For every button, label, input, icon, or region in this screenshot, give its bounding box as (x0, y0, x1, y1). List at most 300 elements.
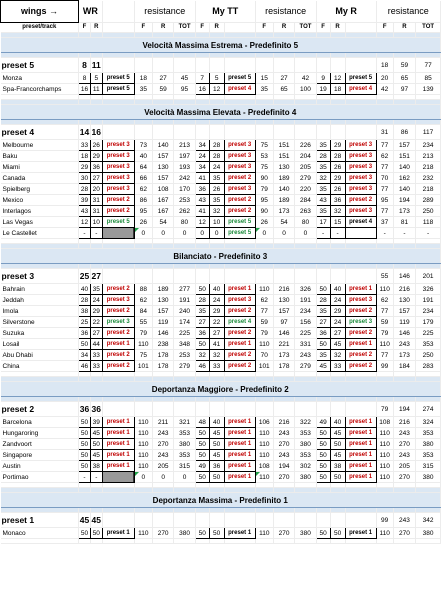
res1-f-header[interactable]: F (134, 23, 152, 33)
wr-rear-wing[interactable]: 22 (90, 317, 102, 328)
mr-front-wing[interactable]: 50 (316, 428, 330, 439)
r1-res-tot[interactable]: 321 (174, 417, 195, 428)
r1-res-r[interactable]: 59 (152, 84, 173, 95)
empty-cell[interactable] (102, 58, 134, 73)
wr-r-header[interactable]: R (90, 23, 102, 33)
tt-rear-wing[interactable]: 32 (209, 350, 224, 361)
tt-rear-wing[interactable]: 28 (209, 151, 224, 162)
mr-rear-wing[interactable]: 12 (330, 73, 345, 84)
empty-cell[interactable] (273, 125, 294, 140)
r2-res-tot[interactable]: 0 (295, 228, 316, 239)
mr-rear-wing[interactable]: 26 (330, 162, 345, 173)
preset-res-r[interactable]: 146 (393, 269, 415, 284)
empty-cell[interactable] (330, 125, 345, 140)
r1-res-tot[interactable]: 80 (174, 217, 195, 228)
empty-cell[interactable] (224, 539, 255, 544)
r3-res-tot[interactable]: 289 (416, 195, 441, 206)
mr-preset[interactable]: preset 3 (345, 317, 376, 328)
r3-res-f[interactable]: 110 (376, 439, 393, 450)
r1-res-r[interactable]: 146 (152, 328, 173, 339)
r2-res-f[interactable]: 106 (255, 417, 273, 428)
r3-res-r[interactable]: 157 (393, 140, 415, 151)
wr-rear-wing[interactable]: 31 (90, 206, 102, 217)
wr-preset[interactable]: preset 3 (102, 173, 134, 184)
mr-front-wing[interactable]: 35 (316, 140, 330, 151)
wr-preset-overflow[interactable] (102, 228, 134, 239)
mr-preset[interactable]: preset 2 (345, 306, 376, 317)
tt-rear-wing[interactable]: 40 (209, 417, 224, 428)
mr-front-wing[interactable]: 50 (316, 284, 330, 295)
mr-rear-wing[interactable]: 50 (330, 472, 345, 483)
wr-preset[interactable]: preset 5 (102, 217, 134, 228)
r3-res-tot[interactable]: 380 (416, 528, 441, 539)
track-column-header[interactable]: preset/track (1, 23, 79, 33)
r1-res-r[interactable]: 108 (152, 184, 173, 195)
track-name[interactable]: Austin (1, 461, 79, 472)
mr-preset[interactable]: preset 3 (345, 295, 376, 306)
empty-cell[interactable] (255, 269, 273, 284)
r1-res-r[interactable]: 130 (152, 162, 173, 173)
r2-res-r[interactable]: 27 (273, 73, 294, 84)
r3-res-f[interactable]: 110 (376, 461, 393, 472)
r3-res-tot[interactable]: 250 (416, 206, 441, 217)
r3-res-tot[interactable]: 85 (416, 73, 441, 84)
tt-front-wing[interactable]: 50 (195, 428, 209, 439)
wr-preset[interactable]: preset 1 (102, 417, 134, 428)
r3-res-tot[interactable]: 250 (416, 350, 441, 361)
r1-res-tot[interactable]: 45 (174, 73, 195, 84)
r2-res-f[interactable]: 110 (255, 450, 273, 461)
wr-rear-wing[interactable]: 50 (90, 528, 102, 539)
r1-res-tot[interactable]: 225 (174, 328, 195, 339)
wr-front-wing[interactable]: 18 (79, 151, 91, 162)
empty-cell[interactable] (255, 125, 273, 140)
r1-res-tot[interactable]: 193 (174, 162, 195, 173)
mr-rear-wing[interactable]: 18 (330, 84, 345, 95)
wr-preset[interactable]: preset 2 (102, 195, 134, 206)
preset-res-r[interactable]: 194 (393, 402, 415, 417)
r3-res-f[interactable]: 110 (376, 472, 393, 483)
mr-rear-wing[interactable]: 45 (330, 428, 345, 439)
r2-res-tot[interactable]: 331 (295, 339, 316, 350)
r2-res-r[interactable]: 270 (273, 439, 294, 450)
track-name[interactable]: Hungaroring (1, 428, 79, 439)
tt-rear-wing[interactable]: 45 (209, 428, 224, 439)
wr-front-wing[interactable]: - (79, 472, 91, 483)
wr-rear-wing[interactable]: 33 (90, 350, 102, 361)
empty-cell[interactable] (174, 125, 195, 140)
mr-preset[interactable]: preset 1 (345, 450, 376, 461)
wr-preset[interactable]: preset 2 (102, 206, 134, 217)
mr-preset[interactable]: preset 1 (345, 461, 376, 472)
empty-cell[interactable] (174, 513, 195, 528)
r3-res-r[interactable]: 270 (393, 439, 415, 450)
tt-preset[interactable]: preset 1 (224, 428, 255, 439)
r1-res-r[interactable]: 205 (152, 461, 173, 472)
empty-cell[interactable] (330, 269, 345, 284)
wr-front-wing[interactable]: 40 (79, 284, 91, 295)
preset-rear-wing[interactable]: 11 (90, 58, 102, 73)
r2-res-f[interactable]: 79 (255, 328, 273, 339)
track-name[interactable]: Las Vegas (1, 217, 79, 228)
r1-res-f[interactable]: 79 (134, 328, 152, 339)
r2-res-f[interactable]: 90 (255, 173, 273, 184)
r3-res-r[interactable]: 205 (393, 461, 415, 472)
r1-res-f[interactable]: 110 (134, 339, 152, 350)
tt-preset[interactable]: preset 1 (224, 417, 255, 428)
tt-front-wing[interactable]: 46 (195, 361, 209, 372)
empty-cell[interactable] (330, 58, 345, 73)
track-name[interactable]: Zandvoort (1, 439, 79, 450)
tt-front-wing[interactable]: 49 (195, 461, 209, 472)
r3-res-f[interactable]: 108 (376, 417, 393, 428)
wr-preset[interactable]: preset 3 (102, 295, 134, 306)
wr-rear-wing[interactable]: 5 (90, 73, 102, 84)
mr-front-wing[interactable]: 50 (316, 472, 330, 483)
tt-rear-wing[interactable]: 27 (209, 328, 224, 339)
mr-front-wing[interactable]: 35 (316, 162, 330, 173)
r1-res-f[interactable]: 18 (134, 73, 152, 84)
res1-tot-header[interactable]: TOT (174, 23, 195, 33)
preset-label[interactable]: preset 4 (1, 125, 79, 140)
r2-res-f[interactable]: 26 (255, 217, 273, 228)
wr-preset[interactable]: preset 3 (102, 184, 134, 195)
r3-res-f[interactable]: 62 (376, 151, 393, 162)
track-name[interactable]: Canada (1, 173, 79, 184)
r2-res-r[interactable]: 97 (273, 317, 294, 328)
mr-preset[interactable]: preset 3 (345, 206, 376, 217)
wr-preset[interactable]: preset 1 (102, 528, 134, 539)
r2-res-tot[interactable]: 220 (295, 184, 316, 195)
empty-cell[interactable] (134, 269, 152, 284)
section-title[interactable]: Deportanza Maggiore - Predefinito 2 (1, 382, 441, 397)
wr-rear-wing[interactable]: 29 (90, 151, 102, 162)
empty-cell[interactable] (152, 125, 173, 140)
empty-cell[interactable] (345, 402, 376, 417)
r1-res-f[interactable]: 110 (134, 417, 152, 428)
r3-res-r[interactable]: 270 (393, 528, 415, 539)
empty-cell[interactable] (209, 513, 224, 528)
empty-cell[interactable] (255, 402, 273, 417)
r3-res-f[interactable]: 95 (376, 195, 393, 206)
empty-cell[interactable] (295, 539, 316, 544)
mr-preset[interactable]: preset 3 (345, 184, 376, 195)
tt-rear-wing[interactable]: 0 (209, 228, 224, 239)
r1-res-r[interactable]: 238 (152, 339, 173, 350)
empty-cell[interactable] (316, 539, 330, 544)
tt-front-wing[interactable]: 28 (195, 295, 209, 306)
r1-res-r[interactable]: 27 (152, 73, 173, 84)
track-name[interactable]: Le Castellet (1, 228, 79, 239)
r2-res-f[interactable]: 15 (255, 73, 273, 84)
tt-preset[interactable]: preset 2 (224, 361, 255, 372)
r1-res-r[interactable]: 130 (152, 295, 173, 306)
wr-preset[interactable]: preset 3 (102, 140, 134, 151)
wr-front-wing[interactable]: 36 (79, 328, 91, 339)
wr-rear-wing[interactable]: 27 (90, 173, 102, 184)
mr-front-wing[interactable]: 35 (316, 184, 330, 195)
wr-front-wing[interactable]: 28 (79, 295, 91, 306)
empty-cell[interactable] (174, 269, 195, 284)
empty-cell[interactable] (209, 58, 224, 73)
mr-front-wing[interactable]: 32 (316, 173, 330, 184)
my-r-header[interactable]: My R (316, 1, 376, 23)
r3-res-tot[interactable]: 234 (416, 140, 441, 151)
r2-res-r[interactable]: 216 (273, 417, 294, 428)
r1-res-f[interactable]: 64 (134, 162, 152, 173)
mr-front-wing[interactable]: 43 (316, 195, 330, 206)
preset-res-tot[interactable]: 274 (416, 402, 441, 417)
r2-res-tot[interactable]: 191 (295, 295, 316, 306)
r2-res-f[interactable]: 110 (255, 528, 273, 539)
empty-cell[interactable] (316, 269, 330, 284)
r2-res-f[interactable]: 110 (255, 339, 273, 350)
wr-preset[interactable]: preset 1 (102, 439, 134, 450)
preset-res-f[interactable]: 79 (376, 402, 393, 417)
r3-res-tot[interactable]: 218 (416, 184, 441, 195)
mr-rear-wing[interactable]: 33 (330, 361, 345, 372)
r3-res-tot[interactable]: 324 (416, 417, 441, 428)
track-name[interactable]: Bahrain (1, 284, 79, 295)
empty-cell[interactable] (224, 125, 255, 140)
r1-res-tot[interactable]: 170 (174, 184, 195, 195)
wr-front-wing[interactable]: 39 (79, 195, 91, 206)
r1-res-r[interactable]: 270 (152, 528, 173, 539)
wr-front-wing[interactable]: 16 (79, 84, 91, 95)
empty-cell[interactable] (295, 513, 316, 528)
preset-res-tot[interactable]: 201 (416, 269, 441, 284)
r2-res-r[interactable]: 151 (273, 140, 294, 151)
preset-res-tot[interactable]: 77 (416, 58, 441, 73)
r2-res-f[interactable]: 70 (255, 350, 273, 361)
r1-res-tot[interactable]: 191 (174, 295, 195, 306)
r2-res-r[interactable]: 189 (273, 173, 294, 184)
r2-res-tot[interactable]: 263 (295, 206, 316, 217)
r2-res-f[interactable]: 110 (255, 284, 273, 295)
wr-front-wing[interactable]: 8 (79, 73, 91, 84)
empty-cell[interactable] (224, 513, 255, 528)
r3-res-r[interactable]: 173 (393, 350, 415, 361)
tt-rear-wing[interactable]: 32 (209, 206, 224, 217)
preset-label[interactable]: preset 3 (1, 269, 79, 284)
r2-res-r[interactable]: 0 (273, 228, 294, 239)
wings-header[interactable]: wings → (1, 1, 79, 23)
track-name[interactable]: Melbourne (1, 140, 79, 151)
mr-preset[interactable]: preset 4 (345, 217, 376, 228)
r3-res-tot[interactable]: 139 (416, 84, 441, 95)
r2-res-f[interactable]: 110 (255, 472, 273, 483)
r1-res-f[interactable]: 73 (134, 140, 152, 151)
mr-rear-wing[interactable]: 26 (330, 184, 345, 195)
r1-res-tot[interactable]: 380 (174, 528, 195, 539)
empty-cell[interactable] (102, 513, 134, 528)
r2-res-f[interactable]: 35 (255, 84, 273, 95)
mr-rear-wing[interactable]: 24 (330, 317, 345, 328)
r2-res-tot[interactable]: 279 (295, 173, 316, 184)
r2-res-tot[interactable]: 353 (295, 428, 316, 439)
wr-preset[interactable]: preset 1 (102, 428, 134, 439)
preset-res-tot[interactable]: 117 (416, 125, 441, 140)
tt-preset[interactable]: preset 3 (224, 140, 255, 151)
mr-preset[interactable]: preset 1 (345, 339, 376, 350)
wr-front-wing[interactable]: 28 (79, 184, 91, 195)
mr-preset[interactable]: preset 2 (345, 361, 376, 372)
wr-rear-wing[interactable]: 36 (90, 162, 102, 173)
r2-res-r[interactable]: 178 (273, 361, 294, 372)
r3-res-tot[interactable]: 353 (416, 450, 441, 461)
r2-res-f[interactable]: 62 (255, 295, 273, 306)
r1-res-f[interactable]: 110 (134, 461, 152, 472)
tt-preset[interactable]: preset 1 (224, 284, 255, 295)
r2-res-f[interactable]: 75 (255, 140, 273, 151)
tt-rear-wing[interactable]: 29 (209, 306, 224, 317)
r3-res-r[interactable]: 184 (393, 361, 415, 372)
wr-rear-wing[interactable]: - (90, 472, 102, 483)
r3-res-f[interactable]: 110 (376, 450, 393, 461)
tt-rear-wing[interactable]: 45 (209, 450, 224, 461)
tt-preset[interactable]: preset 4 (224, 317, 255, 328)
r3-res-f[interactable]: 62 (376, 295, 393, 306)
r1-res-f[interactable]: 40 (134, 151, 152, 162)
tt-front-wing[interactable]: 43 (195, 195, 209, 206)
r3-res-r[interactable]: 162 (393, 173, 415, 184)
tt-front-wing[interactable]: 48 (195, 417, 209, 428)
r3-res-f[interactable]: 77 (376, 184, 393, 195)
r1-res-tot[interactable]: 315 (174, 461, 195, 472)
r2-res-r[interactable]: 243 (273, 450, 294, 461)
empty-cell[interactable] (195, 125, 209, 140)
r2-res-tot[interactable]: 302 (295, 461, 316, 472)
empty-cell[interactable] (174, 539, 195, 544)
track-name[interactable]: Portimao (1, 472, 79, 483)
track-name[interactable]: Baku (1, 151, 79, 162)
tt-front-wing[interactable]: 0 (195, 228, 209, 239)
empty-cell[interactable] (152, 269, 173, 284)
r3-res-r[interactable]: 130 (393, 295, 415, 306)
empty-cell[interactable] (224, 269, 255, 284)
tt-preset[interactable]: preset 3 (224, 151, 255, 162)
r2-res-f[interactable]: 108 (255, 461, 273, 472)
tt-front-wing[interactable]: 50 (195, 472, 209, 483)
preset-res-r[interactable]: 59 (393, 58, 415, 73)
r1-res-r[interactable]: 0 (152, 472, 173, 483)
tt-front-wing[interactable]: 50 (195, 284, 209, 295)
r3-res-r[interactable]: 140 (393, 184, 415, 195)
r3-res-tot[interactable]: 191 (416, 295, 441, 306)
empty-cell[interactable] (134, 58, 152, 73)
r3-res-f[interactable]: 79 (376, 328, 393, 339)
tt-rear-wing[interactable]: 33 (209, 361, 224, 372)
r2-res-f[interactable]: 90 (255, 206, 273, 217)
r1-res-r[interactable]: 243 (152, 450, 173, 461)
tt-front-wing[interactable]: 12 (195, 217, 209, 228)
mr-preset[interactable]: preset 1 (345, 439, 376, 450)
r3-res-r[interactable]: 65 (393, 73, 415, 84)
r1-res-tot[interactable]: 197 (174, 151, 195, 162)
empty-cell[interactable] (255, 539, 273, 544)
wr-front-wing[interactable]: 12 (79, 217, 91, 228)
r3-res-tot[interactable]: 283 (416, 361, 441, 372)
track-name[interactable]: Miami (1, 162, 79, 173)
r2-res-r[interactable]: 65 (273, 84, 294, 95)
r2-res-r[interactable]: 130 (273, 162, 294, 173)
empty-cell[interactable] (102, 125, 134, 140)
r2-res-f[interactable]: 0 (255, 228, 273, 239)
mr-front-wing[interactable]: 28 (316, 295, 330, 306)
my-tt-header[interactable]: My TT (195, 1, 255, 23)
tt-r-header[interactable]: R (209, 23, 224, 33)
mr-f-header[interactable]: F (316, 23, 330, 33)
r1-res-tot[interactable]: 380 (174, 439, 195, 450)
r3-res-tot[interactable]: 353 (416, 428, 441, 439)
tt-front-wing[interactable]: 35 (195, 306, 209, 317)
r3-res-tot[interactable]: 218 (416, 162, 441, 173)
track-name[interactable]: Monaco (1, 528, 79, 539)
wr-f-header[interactable]: F (79, 23, 91, 33)
mr-preset[interactable] (345, 228, 376, 239)
preset-rear-wing[interactable]: 27 (90, 269, 102, 284)
r2-res-r[interactable]: 146 (273, 328, 294, 339)
r3-res-f[interactable]: 77 (376, 162, 393, 173)
mr-preset[interactable]: preset 1 (345, 417, 376, 428)
track-name[interactable]: Jeddah (1, 295, 79, 306)
res3-tot-header[interactable]: TOT (416, 23, 441, 33)
r1-res-r[interactable]: 178 (152, 361, 173, 372)
r1-res-tot[interactable]: 0 (174, 472, 195, 483)
wr-front-wing[interactable]: 50 (79, 528, 91, 539)
wr-front-wing[interactable]: 50 (79, 450, 91, 461)
r3-res-tot[interactable]: 118 (416, 217, 441, 228)
r2-res-f[interactable]: 53 (255, 151, 273, 162)
wr-front-wing[interactable]: 33 (79, 140, 91, 151)
tt-preset[interactable]: preset 1 (224, 528, 255, 539)
r1-res-tot[interactable]: 242 (174, 173, 195, 184)
empty-cell[interactable] (330, 539, 345, 544)
r3-res-tot[interactable]: 326 (416, 284, 441, 295)
section-title[interactable]: Velocità Massima Estrema - Predefinito 5 (1, 38, 441, 53)
r1-res-f[interactable]: 0 (134, 472, 152, 483)
r2-res-r[interactable]: 140 (273, 184, 294, 195)
r2-res-tot[interactable]: 205 (295, 162, 316, 173)
mr-preset[interactable]: preset 1 (345, 284, 376, 295)
r3-res-tot[interactable]: 179 (416, 317, 441, 328)
r3-res-tot[interactable]: 213 (416, 151, 441, 162)
r3-res-r[interactable]: - (393, 228, 415, 239)
track-name[interactable]: Suzuka (1, 328, 79, 339)
track-name[interactable]: Spa-Francorchamps (1, 84, 79, 95)
r3-res-r[interactable]: 216 (393, 284, 415, 295)
tt-front-wing[interactable]: 41 (195, 206, 209, 217)
mr-preset[interactable]: preset 5 (345, 73, 376, 84)
r2-res-tot[interactable]: 380 (295, 439, 316, 450)
empty-cell[interactable] (134, 539, 152, 544)
tt-rear-wing[interactable]: 22 (209, 317, 224, 328)
tt-front-wing[interactable]: 7 (195, 73, 209, 84)
tt-preset[interactable]: preset 5 (224, 228, 255, 239)
empty-cell[interactable] (295, 402, 316, 417)
r2-res-r[interactable]: 130 (273, 295, 294, 306)
empty-cell[interactable] (345, 58, 376, 73)
r1-res-tot[interactable]: 348 (174, 339, 195, 350)
wr-rear-wing[interactable]: - (90, 228, 102, 239)
tt-preset[interactable]: preset 2 (224, 328, 255, 339)
track-name[interactable]: Spielberg (1, 184, 79, 195)
resistance-header-3[interactable]: resistance (376, 1, 440, 23)
wr-front-wing[interactable]: 46 (79, 361, 91, 372)
mr-rear-wing[interactable]: 50 (330, 528, 345, 539)
mr-front-wing[interactable]: 50 (316, 528, 330, 539)
tt-preset[interactable]: preset 2 (224, 206, 255, 217)
